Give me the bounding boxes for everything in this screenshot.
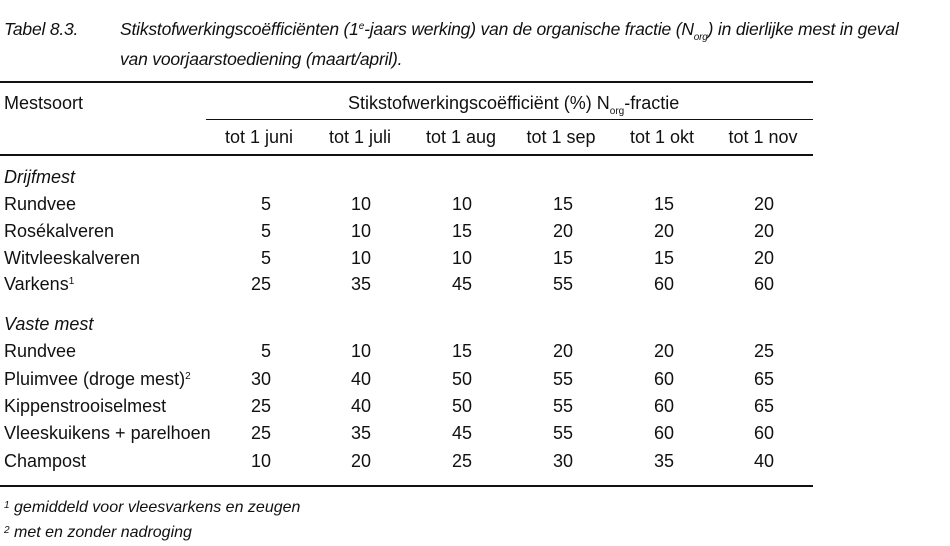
table-cell: 20	[653, 221, 674, 241]
footnote: $^1$ gemiddeld voor vleesvarkens en zeugen	[4, 499, 301, 516]
table-cell: 5	[260, 221, 271, 241]
row-label: Pluimvee (droge mest)$^2$	[4, 369, 191, 389]
caption-line1-a: Stikstofwerkingscoëfficiënten (1	[120, 19, 359, 39]
table-cell: 50	[451, 369, 472, 389]
caption-line1-c: ) in dierlijke mest in geval	[707, 19, 899, 39]
table-cell: 60	[653, 396, 674, 416]
table-cell: 25	[451, 451, 472, 471]
row-label: Vleeskuikens + parelhoen	[4, 423, 211, 443]
table-cell: 15	[552, 194, 573, 214]
header-mestsoort: Mestsoort	[4, 93, 84, 113]
table-cell: 25	[250, 274, 271, 294]
table-cell: 10	[350, 341, 371, 361]
table-cell: 30	[250, 369, 271, 389]
table-cell: 20	[653, 341, 674, 361]
table-cell: 20	[753, 248, 774, 268]
table-cell: 25	[753, 341, 774, 361]
table-cell: 10	[451, 194, 472, 214]
column-header: tot 1 juni	[224, 127, 294, 147]
column-header: tot 1 aug	[425, 127, 497, 147]
caption-line1-b: -jaars werking) van de organische fractie (N	[364, 19, 694, 39]
table-cell: 15	[653, 248, 674, 268]
column-header: tot 1 sep	[526, 127, 596, 147]
caption-sup: e	[358, 21, 365, 32]
column-header: tot 1 juli	[328, 127, 392, 147]
table-cell: 40	[350, 396, 371, 416]
table-cell: 65	[753, 369, 774, 389]
header-group-b: -fractie	[624, 93, 680, 113]
group-rule	[206, 119, 813, 120]
table-cell: 10	[451, 248, 472, 268]
header-group-a: Stikstofwerkingscoëfficiënt (%) N	[348, 93, 610, 113]
table-cell: 65	[753, 396, 774, 416]
caption-line2: van voorjaarstoediening (maart/april).	[120, 49, 403, 69]
bottom-rule	[0, 485, 813, 487]
table-cell: 60	[653, 423, 674, 443]
row-label: Witvleeskalveren	[4, 248, 141, 268]
table-cell: 15	[451, 221, 472, 241]
top-rule	[0, 81, 813, 83]
table-cell: 20	[753, 221, 774, 241]
table-cell: 55	[552, 274, 573, 294]
table-cell: 60	[653, 274, 674, 294]
table-cell: 35	[653, 451, 674, 471]
table-cell: 60	[753, 423, 774, 443]
row-label: Varkens$^1$	[4, 274, 75, 294]
table-cell: 20	[753, 194, 774, 214]
table-cell: 5	[260, 194, 271, 214]
table-cell: 60	[753, 274, 774, 294]
table-cell: 15	[552, 248, 573, 268]
table-cell: 55	[552, 369, 573, 389]
row-label: Champost	[4, 451, 87, 471]
caption-text	[120, 16, 940, 72]
table-cell: 40	[753, 451, 774, 471]
row-label: Kippenstrooiselmest	[4, 396, 167, 416]
table-cell: 15	[653, 194, 674, 214]
table-cell: 55	[552, 423, 573, 443]
caption-sub: org	[693, 32, 708, 43]
column-header: tot 1 nov	[728, 127, 798, 147]
table-cell: 15	[451, 341, 472, 361]
table-cell: 5	[260, 248, 271, 268]
header-rule	[0, 154, 813, 156]
footnote: $^2$ met en zonder nadroging	[4, 524, 192, 541]
row-label: Rosékalveren	[4, 221, 115, 241]
table-cell: 55	[552, 396, 573, 416]
section-title: Drijfmest	[4, 167, 75, 187]
table-cell: 45	[451, 274, 472, 294]
table-cell: 50	[451, 396, 472, 416]
table-cell: 10	[350, 194, 371, 214]
table-cell: 10	[350, 221, 371, 241]
table-cell: 25	[250, 396, 271, 416]
header-group	[348, 92, 679, 118]
table-cell: 35	[350, 274, 371, 294]
table-cell: 30	[552, 451, 573, 471]
table-cell: 20	[552, 221, 573, 241]
table-cell: 45	[451, 423, 472, 443]
row-label: Rundvee	[4, 341, 77, 361]
table-cell: 20	[350, 451, 371, 471]
table-cell: 25	[250, 423, 271, 443]
table-cell: 40	[350, 369, 371, 389]
header-group-sub: org	[609, 106, 625, 117]
table-cell: 10	[250, 451, 271, 471]
table-cell: 20	[552, 341, 573, 361]
row-label: Rundvee	[4, 194, 77, 214]
column-header: tot 1 okt	[629, 127, 695, 147]
table-cell: 10	[350, 248, 371, 268]
table-cell: 60	[653, 369, 674, 389]
table-cell: 5	[260, 341, 271, 361]
section-title: Vaste mest	[4, 314, 94, 334]
table-cell: 35	[350, 423, 371, 443]
table-number: Tabel 8.3.	[4, 19, 79, 39]
